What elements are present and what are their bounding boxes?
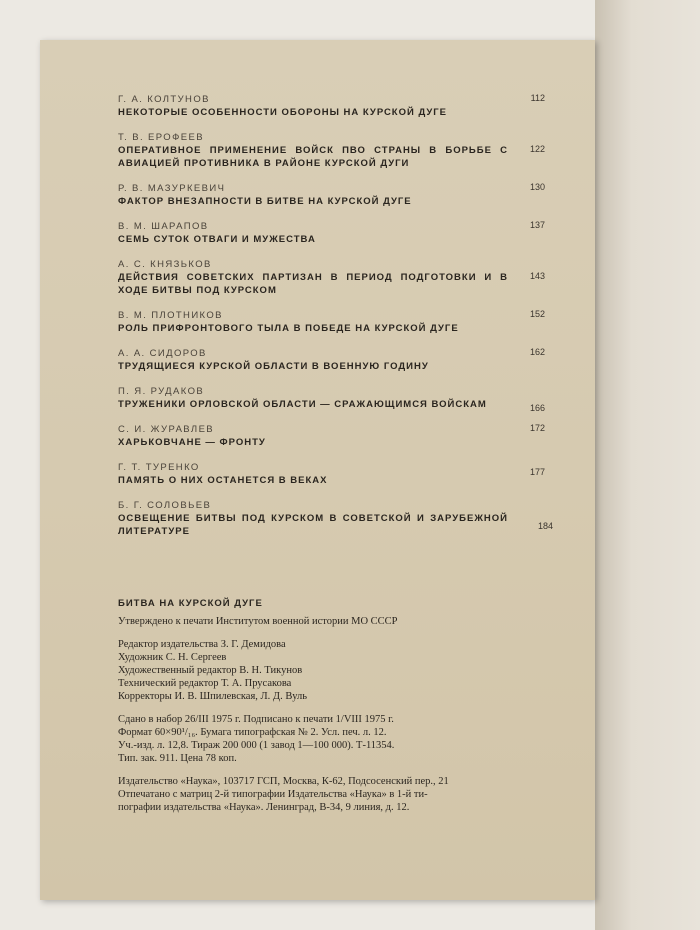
- toc-author: В. М. ШАРАПОВ: [118, 221, 209, 232]
- toc-entry: [118, 131, 563, 170]
- imprint-editor: Редактор издательства З. Г. Демидова: [118, 639, 286, 650]
- toc-page-number: 130: [529, 182, 545, 192]
- toc-page-number: 152: [529, 309, 545, 319]
- toc-entry: [118, 461, 563, 487]
- toc-author: В. М. ПЛОТНИКОВ: [118, 310, 223, 321]
- toc-author: П. Я. РУДАКОВ: [118, 386, 205, 397]
- imprint-publisher-line: Издательство «Наука», 103717 ГСП, Москва, К-62, Подсосенский пер., 21: [118, 776, 449, 787]
- table-of-contents: [118, 93, 563, 550]
- toc-page-number: 112: [530, 93, 545, 103]
- toc-author: С. И. ЖУРАВЛЕВ: [118, 424, 215, 435]
- imprint-print-line: Уч.-изд. л. 12,8. Тираж 200 000 (1 завод 1—100 000). Т-11354.: [118, 740, 395, 751]
- toc-entry: [118, 258, 563, 297]
- toc-entry: [118, 423, 563, 449]
- toc-author: Р. В. МАЗУРКЕВИЧ: [118, 183, 226, 194]
- toc-page-number: 166: [529, 403, 545, 413]
- toc-entry: [118, 220, 563, 246]
- toc-entry: [118, 499, 563, 538]
- toc-author: А. С. КНЯЗЬКОВ: [118, 259, 212, 270]
- toc-title: РОЛЬ ПРИФРОНТОВОГО ТЫЛА В ПОБЕДЕ НА КУРСКОЙ ДУГЕ: [118, 323, 459, 334]
- imprint-art-editor: Художественный редактор В. Н. Тикунов: [118, 665, 303, 676]
- toc-entry: [118, 385, 563, 411]
- toc-title: ДЕЙСТВИЯ СОВЕТСКИХ ПАРТИЗАН В ПЕРИОД ПОДГОТОВКИ И В ХОДЕ БИТВЫ ПОД КУРСКОМ: [118, 272, 508, 296]
- toc-author: Б. Г. СОЛОВЬЕВ: [118, 500, 212, 511]
- imprint-title: БИТВА НА КУРСКОЙ ДУГЕ: [118, 598, 263, 609]
- imprint-approved: Утверждено к печати Институтом военной истории МО СССР: [118, 616, 398, 627]
- toc-title: ОПЕРАТИВНОЕ ПРИМЕНЕНИЕ ВОЙСК ПВО СТРАНЫ В БОРЬБЕ С АВИАЦИЕЙ ПРОТИВНИКА В РАЙОНЕ КУРСКОЙ ДУГИ: [118, 145, 508, 169]
- toc-author: Т. В. ЕРОФЕЕВ: [118, 132, 204, 143]
- imprint-print-line: Тип. зак. 911. Цена 78 коп.: [118, 753, 237, 764]
- toc-page-number: 177: [529, 467, 545, 477]
- toc-title: ФАКТОР ВНЕЗАПНОСТИ В БИТВЕ НА КУРСКОЙ ДУГЕ: [118, 196, 412, 207]
- toc-author: А. А. СИДОРОВ: [118, 348, 207, 359]
- toc-title: СЕМЬ СУТОК ОТВАГИ И МУЖЕСТВА: [118, 234, 316, 245]
- book-spine-edge: [595, 0, 700, 930]
- toc-page-number: 172: [529, 423, 545, 433]
- toc-entry: [118, 309, 563, 335]
- toc-title: ОСВЕЩЕНИЕ БИТВЫ ПОД КУРСКОМ В СОВЕТСКОЙ И ЗАРУБЕЖНОЙ ЛИТЕРАТУРЕ: [118, 513, 508, 537]
- imprint-print-line: Сдано в набор 26/III 1975 г. Подписано к печати 1/VIII 1975 г.: [118, 714, 394, 725]
- toc-page-number: 143: [529, 271, 545, 281]
- toc-entry: [118, 182, 563, 208]
- imprint-correctors: Корректоры И. В. Шпилевская, Л. Д. Вуль: [118, 691, 308, 702]
- toc-entry: [118, 93, 563, 119]
- imprint-block: [118, 598, 558, 814]
- toc-title: НЕКОТОРЫЕ ОСОБЕННОСТИ ОБОРОНЫ НА КУРСКОЙ ДУГЕ: [118, 107, 447, 118]
- toc-title: ПАМЯТЬ О НИХ ОСТАНЕТСЯ В ВЕКАХ: [118, 475, 328, 486]
- toc-title: ХАРЬКОВЧАНЕ — ФРОНТУ: [118, 437, 266, 448]
- toc-page-number: 184: [537, 521, 553, 531]
- toc-entry: [118, 347, 563, 373]
- imprint-print-line: Формат 60×90¹/₁₆. Бумага типографская № 2. Усл. печ. л. 12.: [118, 727, 387, 738]
- toc-page-number: 122: [529, 144, 545, 154]
- toc-title: ТРУЖЕНИКИ ОРЛОВСКОЙ ОБЛАСТИ — СРАЖАЮЩИМСЯ ВОЙСКАМ: [118, 399, 487, 410]
- imprint-tech-editor: Технический редактор Т. А. Прусакова: [118, 678, 292, 689]
- imprint-publisher-line: Отпечатано с матриц 2-й типографии Издательства «Наука» в 1-й ти-: [118, 789, 428, 800]
- toc-page-number: 137: [529, 220, 545, 230]
- toc-author: Г. Т. ТУРЕНКО: [118, 462, 200, 473]
- imprint-artist: Художник С. Н. Сергеев: [118, 652, 227, 663]
- toc-page-number: 162: [529, 347, 545, 357]
- toc-title: ТРУДЯЩИЕСЯ КУРСКОЙ ОБЛАСТИ В ВОЕННУЮ ГОДИНУ: [118, 361, 429, 372]
- imprint-publisher-line: пографии издательства «Наука». Ленинград, В-34, 9 линия, д. 12.: [118, 802, 410, 813]
- toc-author: Г. А. КОЛТУНОВ: [118, 94, 210, 105]
